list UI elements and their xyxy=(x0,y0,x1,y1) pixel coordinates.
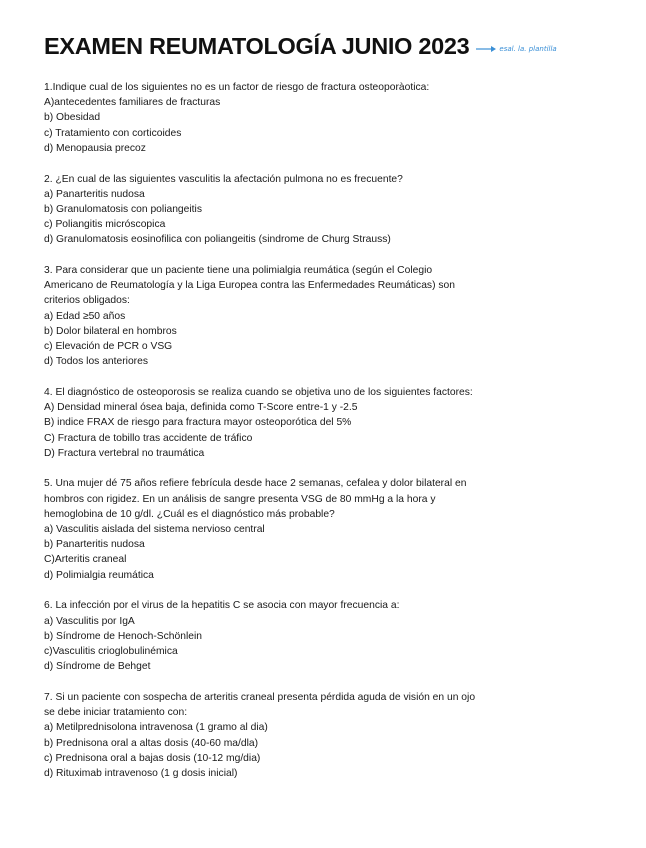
answer-option: d) Menopausia precoz xyxy=(44,142,146,154)
answer-option: B) indice FRAX de riesgo para fractura mayor osteoporótica del 5% xyxy=(44,417,352,429)
answer-option: a) Panarteritis nudosa xyxy=(44,188,145,200)
answer-option: b) Prednisona oral a altas dosis (40-60 ma/dla) xyxy=(44,737,259,749)
question-stem-line: criterios obligados: xyxy=(44,295,130,307)
answer-option: b) Dolor bilateral en hombros xyxy=(44,325,177,337)
question-5 xyxy=(44,476,604,582)
answer-option: a) Vasculitis por IgA xyxy=(44,615,135,627)
answer-option: C) Fractura de tobillo tras accidente de tráfico xyxy=(44,432,253,444)
answer-option: a) Edad ≥50 años xyxy=(44,310,126,322)
answer-option: a) Vasculitis aislada del sistema nervioso central xyxy=(44,524,265,536)
answer-option: c)Vasculitis crioglobulinémica xyxy=(44,646,178,657)
question-2 xyxy=(44,172,604,248)
question-stem-line: se debe iniciar tratamiento con: xyxy=(44,707,188,719)
answer-option: b) Panarteritis nudosa xyxy=(44,539,145,551)
answer-option: d) Rituximab intravenoso (1 g dosis inicial) xyxy=(44,767,238,779)
question-stem-line: 1.Indique cual de los siguientes no es un factor de riesgo de fractura osteoporàotica: xyxy=(44,82,430,93)
question-3 xyxy=(44,263,604,369)
arrow-right-icon xyxy=(475,45,497,53)
annotation-text: esal. la. plantilla xyxy=(499,45,557,53)
question-list xyxy=(44,80,604,797)
answer-option: c) Prednisona oral a bajas dosis (10-12 mg/dia) xyxy=(44,752,261,764)
answer-option: c) Elevación de PCR o VSG xyxy=(44,341,173,353)
header xyxy=(44,33,557,60)
question-stem-line: hemoglobina de 10 g/dl. ¿Cuál es el diagnóstico más probable? xyxy=(44,508,335,520)
handwritten-annotation xyxy=(475,45,556,53)
question-stem-line: 6. La infección por el virus de la hepatitis C se asocia con mayor frecuencia a: xyxy=(44,600,400,612)
question-4 xyxy=(44,385,604,461)
answer-option: A) Densidad mineral ósea baja, definida como T-Score entre-1 y -2.5 xyxy=(44,402,358,414)
question-1 xyxy=(44,80,604,156)
answer-option: b) Obesidad xyxy=(44,112,101,124)
answer-option: d) Polimialgia reumática xyxy=(44,569,154,581)
question-7 xyxy=(44,690,604,781)
answer-option: b) Síndrome de Henoch-Schönlein xyxy=(44,630,202,642)
answer-option: C)Arteritis craneal xyxy=(44,554,127,566)
answer-option: a) Metilprednisolona intravenosa (1 gramo al dia) xyxy=(44,722,268,734)
answer-option: A)antecedentes familiares de fracturas xyxy=(44,97,221,109)
question-stem-line: 4. El diagnóstico de osteoporosis se realiza cuando se objetiva uno de los siguientes factores: xyxy=(44,386,473,398)
answer-option: b) Granulomatosis con poliangeitis xyxy=(44,203,202,215)
question-6 xyxy=(44,598,604,674)
question-stem-line: hombros con rigidez. En un análisis de sangre presenta VSG de 80 mmHg a la hora y xyxy=(44,493,436,505)
answer-option: d) Granulomatosis eosinofilica con poliangeitis (sindrome de Churg Strauss) xyxy=(44,234,391,246)
answer-option: c) Tratamiento con corticoides xyxy=(44,127,182,139)
question-stem-line: 5. Una mujer dé 75 años refiere febrícula desde hace 2 semanas, cefalea y dolor bilateral en xyxy=(44,478,467,490)
question-stem-line: 3. Para considerar que un paciente tiene una polimialgia reumática (según el Colegio xyxy=(44,265,433,277)
answer-option: d) Todos los anteriores xyxy=(44,356,148,368)
question-stem-line: Americano de Reumatología y la Liga Europea contra las Enfermedades Reumáticas) son xyxy=(44,280,455,292)
question-stem-line: 2. ¿En cual de las siguientes vasculitis la afectación pulmona no es frecuente? xyxy=(44,173,403,185)
page-title: EXAMEN REUMATOLOGÍA JUNIO 2023 xyxy=(44,33,470,59)
question-stem-line: 7. Si un paciente con sospecha de arteritis craneal presenta pérdida aguda de visión en un ojo xyxy=(44,691,476,703)
answer-option: c) Poliangitis micróscopica xyxy=(44,219,166,231)
answer-option: D) Fractura vertebral no traumática xyxy=(44,447,205,459)
answer-option: d) Síndrome de Behget xyxy=(44,661,151,673)
